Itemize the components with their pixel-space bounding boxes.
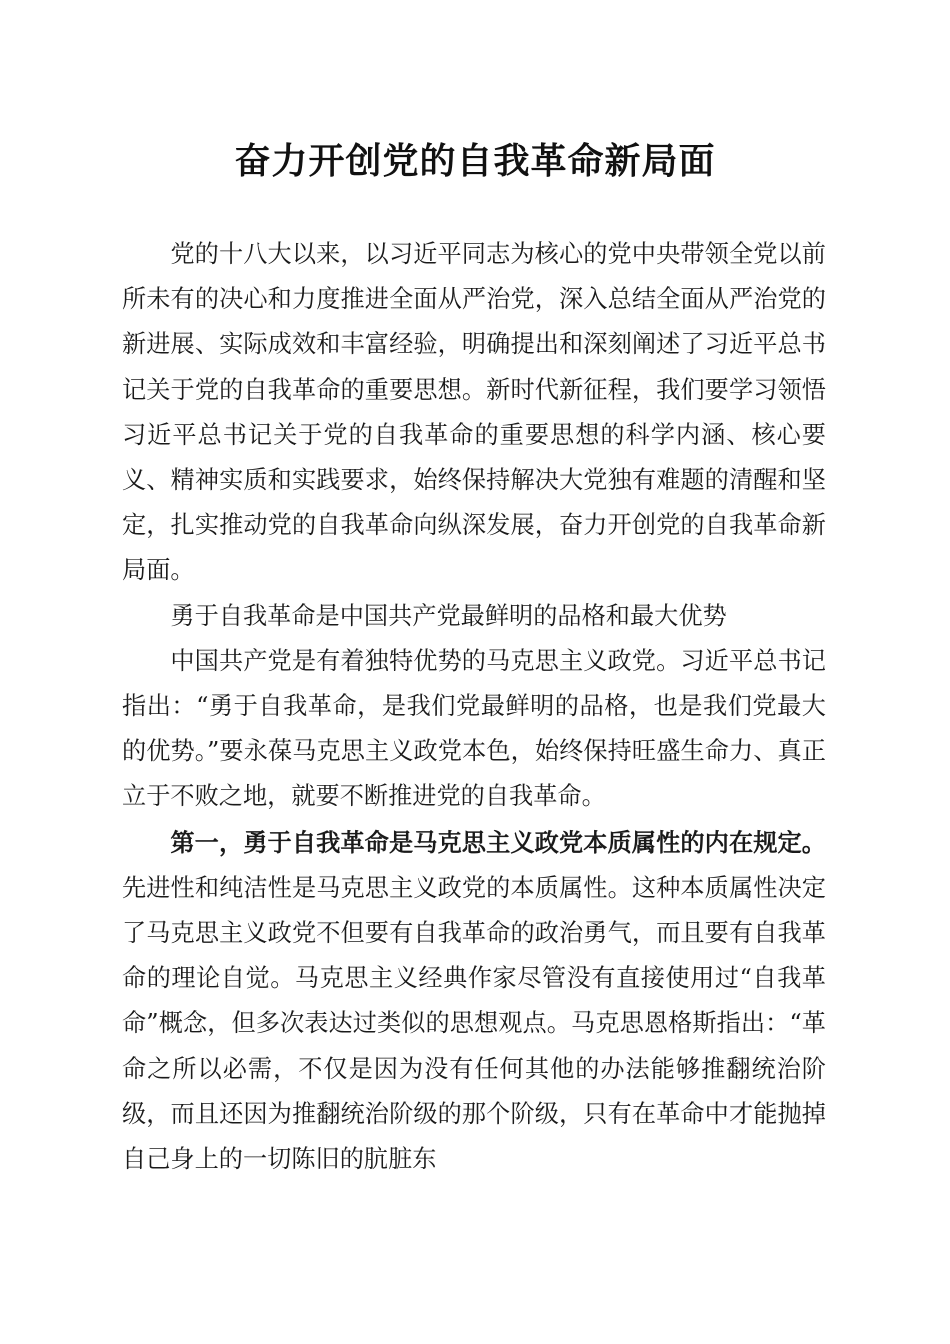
paragraph-first-point [122,820,826,1183]
section-heading: 勇于自我革命是中国共产党最鲜明的品格和最大优势 [170,601,727,630]
first-point-text: 先进性和纯洁性是马克思主义政党的本质属性。这种本质属性决定了马克思主义政党不但要有自我革命的政治勇气，而且要有自我革命的理论自觉。马克思主义经典作家尽管没有直接使用过“自我革命”概念，但多次表达过类似的思想观点。马克思恩格斯指出：“革命之所以必需，不仅是因为没有任何其他的办法能够推翻统治阶级，而且还因为推翻统治阶级的那个阶级，只有在革命中才能抛掉自己身上的一切陈旧的肮脏东 [122,873,826,1174]
first-point-lead: 第一，勇于自我革命是马克思主义政党本质属性的内在规定。 [170,827,826,857]
paragraph-party-nature: 中国共产党是有着独特优势的马克思主义政党。习近平总书记指出：“勇于自我革命，是我们党最鲜明的品格，也是我们党最大的优势。”要永葆马克思主义政党本色，始终保持旺盛生命力、真正立于不败之地，就要不断推进党的自我革命。 [122,646,826,811]
paragraph-intro: 党的十八大以来，以习近平同志为核心的党中央带领全党以前所未有的决心和力度推进全面从严治党，深入总结全面从严治党的新进展、实际成效和丰富经验，明确提出和深刻阐述了习近平总书记关于党的自我革命的重要思想。新时代新征程，我们要学习领悟习近平总书记关于党的自我革命的重要思想的科学内涵、核心要义、精神实质和实践要求，始终保持解决大党独有难题的清醒和坚定，扎实推动党的自我革命向纵深发展，奋力开创党的自我革命新局面。 [122,240,826,585]
document-title: 奋力开创党的自我革命新局面 [234,140,716,182]
document-body [122,232,826,1182]
